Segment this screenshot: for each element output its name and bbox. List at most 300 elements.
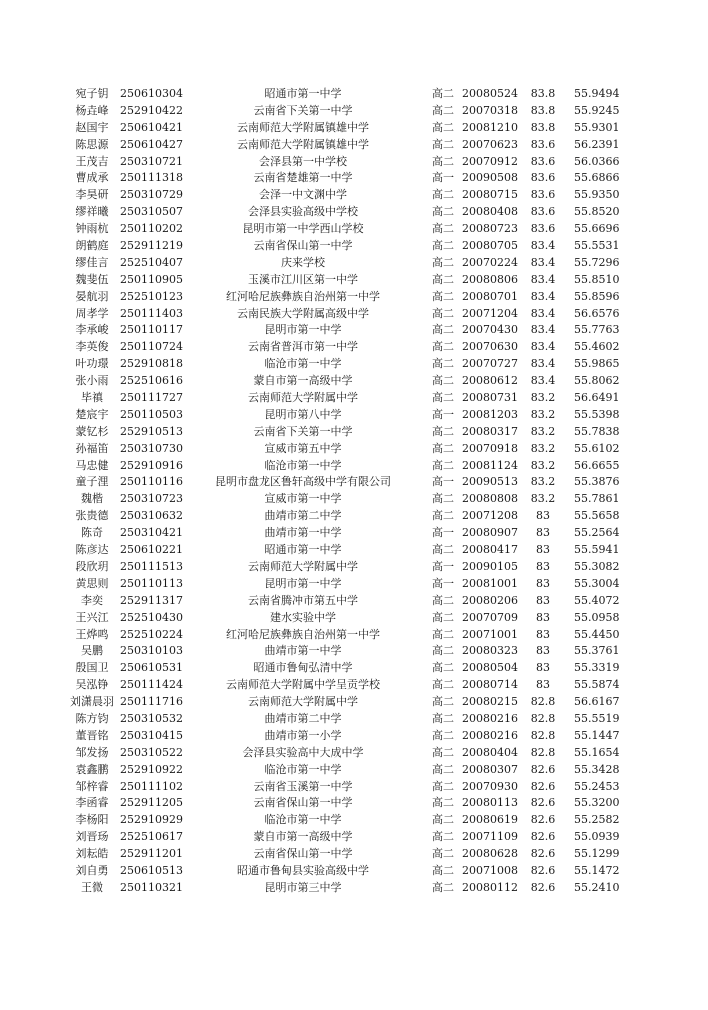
student-id: 250111102 <box>120 779 183 793</box>
school-name: 蒙自市第一高级中学 <box>253 830 353 844</box>
standard-score: 55.3428 <box>574 762 620 776</box>
school-name: 庆来学校 <box>281 255 325 269</box>
table-row <box>0 170 708 187</box>
standard-score: 55.8062 <box>574 374 620 388</box>
school-name: 云南师范大学附属中学 <box>248 695 358 709</box>
student-id: 250111403 <box>120 306 183 320</box>
table-row <box>0 187 708 204</box>
student-id: 250610531 <box>120 661 183 675</box>
table-row <box>0 525 708 542</box>
student-id: 250110113 <box>120 576 183 590</box>
grade-level: 高一 <box>432 526 454 540</box>
student-id: 250110724 <box>120 340 183 354</box>
score-value: 82.6 <box>530 796 556 810</box>
standard-score: 55.6696 <box>574 222 620 236</box>
student-id: 250310507 <box>120 205 183 219</box>
score-value: 83.6 <box>530 171 556 185</box>
standard-score: 55.3200 <box>574 796 620 810</box>
school-name: 临沧市第一中学 <box>264 458 342 472</box>
student-name: 李奕 <box>81 593 103 607</box>
score-value: 83.4 <box>530 323 556 337</box>
standard-score: 55.1447 <box>574 728 620 742</box>
student-id: 252510616 <box>120 374 183 388</box>
student-name: 缪祥曦 <box>75 205 109 219</box>
student-id: 250310522 <box>120 745 183 759</box>
birth-date: 20080628 <box>462 847 518 861</box>
grade-level: 高二 <box>432 441 454 455</box>
score-value: 83 <box>536 543 550 557</box>
school-name: 云南省普洱市第一中学 <box>248 340 358 354</box>
grade-level: 高二 <box>432 695 454 709</box>
school-name: 昆明市第一中学 <box>264 576 342 590</box>
birth-date: 20080206 <box>462 593 518 607</box>
student-name: 孙福笛 <box>75 441 109 455</box>
grade-level: 高二 <box>432 306 454 320</box>
grade-level: 高一 <box>432 171 454 185</box>
standard-score: 56.6491 <box>574 391 620 405</box>
standard-score: 55.3761 <box>574 644 620 658</box>
standard-score: 55.5658 <box>574 509 620 523</box>
score-value: 83.4 <box>530 239 556 253</box>
score-value: 82.6 <box>530 847 556 861</box>
student-name: 袁鑫鹏 <box>75 762 109 776</box>
birth-date: 20071208 <box>462 509 518 523</box>
grade-level: 高二 <box>432 137 454 151</box>
student-id: 250110116 <box>120 475 183 489</box>
grade-level: 高二 <box>432 627 454 641</box>
student-id: 250610421 <box>120 120 183 134</box>
table-row <box>0 812 708 829</box>
score-value: 82.8 <box>530 728 556 742</box>
standard-score: 55.5398 <box>574 407 620 421</box>
school-name: 昆明市第三中学 <box>264 880 342 894</box>
table-row <box>0 306 708 323</box>
standard-score: 55.7861 <box>574 492 620 506</box>
birth-date: 20080705 <box>462 239 518 253</box>
score-value: 83.6 <box>530 137 556 151</box>
student-name: 陈彦达 <box>75 543 109 557</box>
student-name: 邹梓睿 <box>75 779 109 793</box>
student-id: 250111727 <box>120 391 183 405</box>
student-id: 250310532 <box>120 711 183 725</box>
score-value: 83.6 <box>530 188 556 202</box>
table-row <box>0 829 708 846</box>
standard-score: 55.9350 <box>574 188 620 202</box>
grade-level: 高二 <box>432 87 454 100</box>
student-name: 宛子钥 <box>75 87 109 100</box>
student-name: 楚宸宇 <box>75 407 109 421</box>
birth-date: 20070623 <box>462 137 518 151</box>
table-row <box>0 576 708 593</box>
birth-date: 20080404 <box>462 745 518 759</box>
birth-date: 20081210 <box>462 120 518 134</box>
score-value: 83.4 <box>530 357 556 371</box>
table-row <box>0 221 708 238</box>
standard-score: 55.2582 <box>574 813 620 827</box>
birth-date: 20070224 <box>462 255 518 269</box>
student-name: 缪佳言 <box>75 255 109 269</box>
school-name: 云南省下关第一中学 <box>253 424 353 438</box>
student-id: 250310421 <box>120 526 183 540</box>
grade-level: 高二 <box>432 103 454 117</box>
standard-score: 55.3876 <box>574 475 620 489</box>
table-row <box>0 880 708 897</box>
score-value: 82.8 <box>530 711 556 725</box>
table-row <box>0 745 708 762</box>
school-name: 曲靖市第一中学 <box>264 644 342 658</box>
birth-date: 20080216 <box>462 728 518 742</box>
birth-date: 20090513 <box>462 475 518 489</box>
student-id: 252510430 <box>120 610 183 624</box>
score-value: 83.6 <box>530 222 556 236</box>
school-name: 昆明市第一中学 <box>264 323 342 337</box>
grade-level: 高二 <box>432 863 454 877</box>
school-name: 昭通市鲁甸县实验高级中学 <box>237 863 369 877</box>
student-id: 250310729 <box>120 188 183 202</box>
table-row <box>0 643 708 660</box>
table-row <box>0 542 708 559</box>
student-id: 250111318 <box>120 171 183 185</box>
birth-date: 20080504 <box>462 661 518 675</box>
standard-score: 56.6655 <box>574 458 620 472</box>
standard-score: 55.4450 <box>574 627 620 641</box>
standard-score: 55.5531 <box>574 239 620 253</box>
birth-date: 20081203 <box>462 407 518 421</box>
student-id: 252510123 <box>120 289 183 303</box>
student-id: 250110117 <box>120 323 183 337</box>
school-name: 宣威市第五中学 <box>264 441 342 455</box>
grade-level: 高二 <box>432 745 454 759</box>
student-name: 李承峻 <box>75 323 109 337</box>
table-row <box>0 154 708 171</box>
student-id: 250610513 <box>120 863 183 877</box>
grade-level: 高二 <box>432 543 454 557</box>
score-value: 82.6 <box>530 813 556 827</box>
grade-level: 高二 <box>432 847 454 861</box>
score-value: 83.8 <box>530 87 556 100</box>
student-name: 刘自勇 <box>75 863 109 877</box>
table-row <box>0 255 708 272</box>
grade-level: 高二 <box>432 644 454 658</box>
grade-level: 高二 <box>432 796 454 810</box>
score-value: 83 <box>536 678 550 692</box>
standard-score: 55.8520 <box>574 205 620 219</box>
table-row <box>0 373 708 390</box>
student-name: 殷国卫 <box>75 661 109 675</box>
score-value: 83.4 <box>530 340 556 354</box>
student-name: 陈方钧 <box>75 711 109 725</box>
birth-date: 20090508 <box>462 171 518 185</box>
student-name: 张贵德 <box>75 509 109 523</box>
score-value: 82.6 <box>530 830 556 844</box>
grade-level: 高二 <box>432 340 454 354</box>
birth-date: 20080806 <box>462 272 518 286</box>
student-name: 蒙钇杉 <box>75 424 109 438</box>
grade-level: 高二 <box>432 813 454 827</box>
standard-score: 55.5941 <box>574 543 620 557</box>
standard-score: 55.9245 <box>574 103 620 117</box>
student-id: 250110202 <box>120 222 183 236</box>
grade-level: 高一 <box>432 559 454 573</box>
grade-level: 高二 <box>432 728 454 742</box>
standard-score: 55.7838 <box>574 424 620 438</box>
student-id: 250110905 <box>120 272 183 286</box>
grade-level: 高二 <box>432 357 454 371</box>
student-name: 魏斐伍 <box>75 272 109 286</box>
birth-date: 20070318 <box>462 103 518 117</box>
grade-level: 高二 <box>432 255 454 269</box>
table-row <box>0 339 708 356</box>
standard-score: 55.6866 <box>574 171 620 185</box>
student-id: 252910513 <box>120 424 183 438</box>
birth-date: 20090105 <box>462 559 518 573</box>
school-name: 云南师范大学附属中学 <box>248 391 358 405</box>
student-name: 杨垚峰 <box>75 103 109 117</box>
standard-score: 55.8596 <box>574 289 620 303</box>
student-id: 252910818 <box>120 357 183 371</box>
standard-score: 55.4602 <box>574 340 620 354</box>
table-row <box>0 289 708 306</box>
school-name: 会泽县第一中学校 <box>259 154 347 168</box>
school-name: 会泽县实验高级中学校 <box>248 205 358 219</box>
grade-level: 高二 <box>432 661 454 675</box>
table-row <box>0 593 708 610</box>
student-name: 吴鹏 <box>81 644 103 658</box>
student-id: 250610221 <box>120 543 183 557</box>
student-id: 250111716 <box>120 695 183 709</box>
birth-date: 20070709 <box>462 610 518 624</box>
school-name: 曲靖市第二中学 <box>264 711 342 725</box>
student-name: 晏航羽 <box>75 289 109 303</box>
table-row <box>0 863 708 880</box>
grade-level: 高二 <box>432 272 454 286</box>
score-value: 83.2 <box>530 391 556 405</box>
student-name: 刘潇晨羽 <box>70 695 114 709</box>
birth-date: 20071204 <box>462 306 518 320</box>
score-value: 83.4 <box>530 255 556 269</box>
birth-date: 20070727 <box>462 357 518 371</box>
student-name: 王茂吉 <box>75 154 109 168</box>
score-value: 83.4 <box>530 374 556 388</box>
grade-level: 高二 <box>432 678 454 692</box>
student-name: 刘耘皓 <box>75 847 109 861</box>
grade-level: 高二 <box>432 779 454 793</box>
score-value: 83.8 <box>530 103 556 117</box>
student-name: 张小雨 <box>75 374 109 388</box>
birth-date: 20071109 <box>462 830 518 844</box>
standard-score: 55.9301 <box>574 120 620 134</box>
student-name: 王烨鸣 <box>75 627 109 641</box>
table-row <box>0 103 708 120</box>
student-name: 刘晋玚 <box>75 830 109 844</box>
school-name: 会泽一中文渊中学 <box>259 188 347 202</box>
school-name: 昭通市第一中学 <box>264 87 342 100</box>
standard-score: 55.6102 <box>574 441 620 455</box>
table-row <box>0 424 708 441</box>
table-row <box>0 204 708 221</box>
birth-date: 20080112 <box>462 880 518 894</box>
table-row <box>0 238 708 255</box>
table-row <box>0 762 708 779</box>
school-name: 云南师范大学附属中学呈贡学校 <box>226 678 380 692</box>
standard-score: 55.1472 <box>574 863 620 877</box>
student-name: 陈思源 <box>75 137 109 151</box>
student-name: 魏楷 <box>81 492 103 506</box>
student-name: 董晋铭 <box>75 728 109 742</box>
birth-date: 20070912 <box>462 154 518 168</box>
school-name: 红河哈尼族彝族自治州第一中学 <box>226 627 380 641</box>
standard-score: 55.8510 <box>574 272 620 286</box>
grade-level: 高二 <box>432 509 454 523</box>
grade-level: 高二 <box>432 711 454 725</box>
table-row <box>0 491 708 508</box>
score-value: 83 <box>536 526 550 540</box>
table-row <box>0 711 708 728</box>
student-id: 250310723 <box>120 492 183 506</box>
school-name: 云南师范大学附属中学 <box>248 559 358 573</box>
grade-level: 高二 <box>432 154 454 168</box>
student-name: 朗鹤庭 <box>75 239 109 253</box>
score-value: 83.4 <box>530 272 556 286</box>
birth-date: 20080808 <box>462 492 518 506</box>
grade-level: 高二 <box>432 188 454 202</box>
grade-level: 高二 <box>432 458 454 472</box>
student-name: 毕禛 <box>81 391 103 405</box>
birth-date: 20080417 <box>462 543 518 557</box>
grade-level: 高二 <box>432 492 454 506</box>
student-id: 250110321 <box>120 880 183 894</box>
grade-level: 高二 <box>432 424 454 438</box>
score-value: 83.2 <box>530 458 556 472</box>
student-id: 250310632 <box>120 509 183 523</box>
score-value: 83.4 <box>530 289 556 303</box>
student-id: 252510617 <box>120 830 183 844</box>
student-id: 252911201 <box>120 847 183 861</box>
school-name: 曲靖市第一中学 <box>264 526 342 540</box>
score-value: 82.6 <box>530 863 556 877</box>
standard-score: 56.6167 <box>574 695 620 709</box>
student-id: 250610427 <box>120 137 183 151</box>
score-value: 82.8 <box>530 695 556 709</box>
birth-date: 20081001 <box>462 576 518 590</box>
standard-score: 55.5519 <box>574 711 620 725</box>
student-id: 250110503 <box>120 407 183 421</box>
grade-level: 高二 <box>432 374 454 388</box>
student-name: 赵国宇 <box>75 120 109 134</box>
standard-score: 55.4072 <box>574 593 620 607</box>
birth-date: 20080907 <box>462 526 518 540</box>
school-name: 建水实验中学 <box>270 610 336 624</box>
grade-level: 高二 <box>432 830 454 844</box>
birth-date: 20080216 <box>462 711 518 725</box>
school-name: 会泽县实验高中大成中学 <box>242 745 364 759</box>
school-name: 昭通市鲁甸弘清中学 <box>253 661 353 675</box>
school-name: 云南省下关第一中学 <box>253 103 353 117</box>
student-name: 李昊研 <box>75 188 109 202</box>
score-value: 83 <box>536 593 550 607</box>
table-row <box>0 795 708 812</box>
school-name: 昆明市第一中学西山学校 <box>242 222 364 236</box>
birth-date: 20080714 <box>462 678 518 692</box>
standard-score: 56.6576 <box>574 306 620 320</box>
score-value: 83.2 <box>530 424 556 438</box>
birth-date: 20071001 <box>462 627 518 641</box>
student-name: 李英俊 <box>75 340 109 354</box>
birth-date: 20071008 <box>462 863 518 877</box>
standard-score: 55.0958 <box>574 610 620 624</box>
table-row <box>0 86 708 103</box>
grade-level: 高二 <box>432 391 454 405</box>
score-value: 83.4 <box>530 306 556 320</box>
grade-level: 高二 <box>432 880 454 894</box>
student-id: 252911219 <box>120 239 183 253</box>
student-id: 252910916 <box>120 458 183 472</box>
score-value: 82.6 <box>530 762 556 776</box>
table-row <box>0 137 708 154</box>
birth-date: 20080215 <box>462 695 518 709</box>
grade-level: 高一 <box>432 576 454 590</box>
student-name: 曹成承 <box>75 171 109 185</box>
grade-level: 高二 <box>432 610 454 624</box>
student-name: 钟雨杭 <box>75 222 109 236</box>
birth-date: 20080113 <box>462 796 518 810</box>
grade-level: 高一 <box>432 475 454 489</box>
student-name: 李函睿 <box>75 796 109 810</box>
standard-score: 55.7763 <box>574 323 620 337</box>
school-name: 临沧市第一中学 <box>264 762 342 776</box>
grade-level: 高二 <box>432 205 454 219</box>
score-value: 83 <box>536 644 550 658</box>
table-row <box>0 120 708 137</box>
table-row <box>0 694 708 711</box>
student-id: 252910422 <box>120 103 183 117</box>
student-id: 252911205 <box>120 796 183 810</box>
student-id: 252510224 <box>120 627 183 641</box>
student-id: 250310721 <box>120 154 183 168</box>
score-value: 83.8 <box>530 120 556 134</box>
student-name: 邹发扬 <box>75 745 109 759</box>
student-name: 李杨阳 <box>75 813 109 827</box>
student-id: 252911317 <box>120 593 183 607</box>
score-value: 82.6 <box>530 880 556 894</box>
student-id: 252910922 <box>120 762 183 776</box>
school-name: 昆明市盘龙区鲁轩高级中学有限公司 <box>215 475 391 489</box>
birth-date: 20080317 <box>462 424 518 438</box>
birth-date: 20080612 <box>462 374 518 388</box>
birth-date: 20080701 <box>462 289 518 303</box>
score-value: 83 <box>536 661 550 675</box>
birth-date: 20070930 <box>462 779 518 793</box>
school-name: 云南师范大学附属镇雄中学 <box>237 120 369 134</box>
table-row <box>0 322 708 339</box>
score-value: 83.2 <box>530 475 556 489</box>
school-name: 昆明市第八中学 <box>264 407 342 421</box>
student-id: 250310103 <box>120 644 183 658</box>
standard-score: 55.3004 <box>574 576 620 590</box>
student-id: 252910929 <box>120 813 183 827</box>
standard-score: 56.2391 <box>574 137 620 151</box>
school-name: 云南省腾冲市第五中学 <box>248 593 358 607</box>
student-name: 段欣玥 <box>75 559 109 573</box>
birth-date: 20081124 <box>462 458 518 472</box>
grade-level: 高二 <box>432 593 454 607</box>
student-name: 陈奇 <box>81 526 103 540</box>
score-value: 83.2 <box>530 492 556 506</box>
table-row <box>0 356 708 373</box>
student-name: 黄思则 <box>75 576 109 590</box>
school-name: 临沧市第一中学 <box>264 357 342 371</box>
birth-date: 20080408 <box>462 205 518 219</box>
